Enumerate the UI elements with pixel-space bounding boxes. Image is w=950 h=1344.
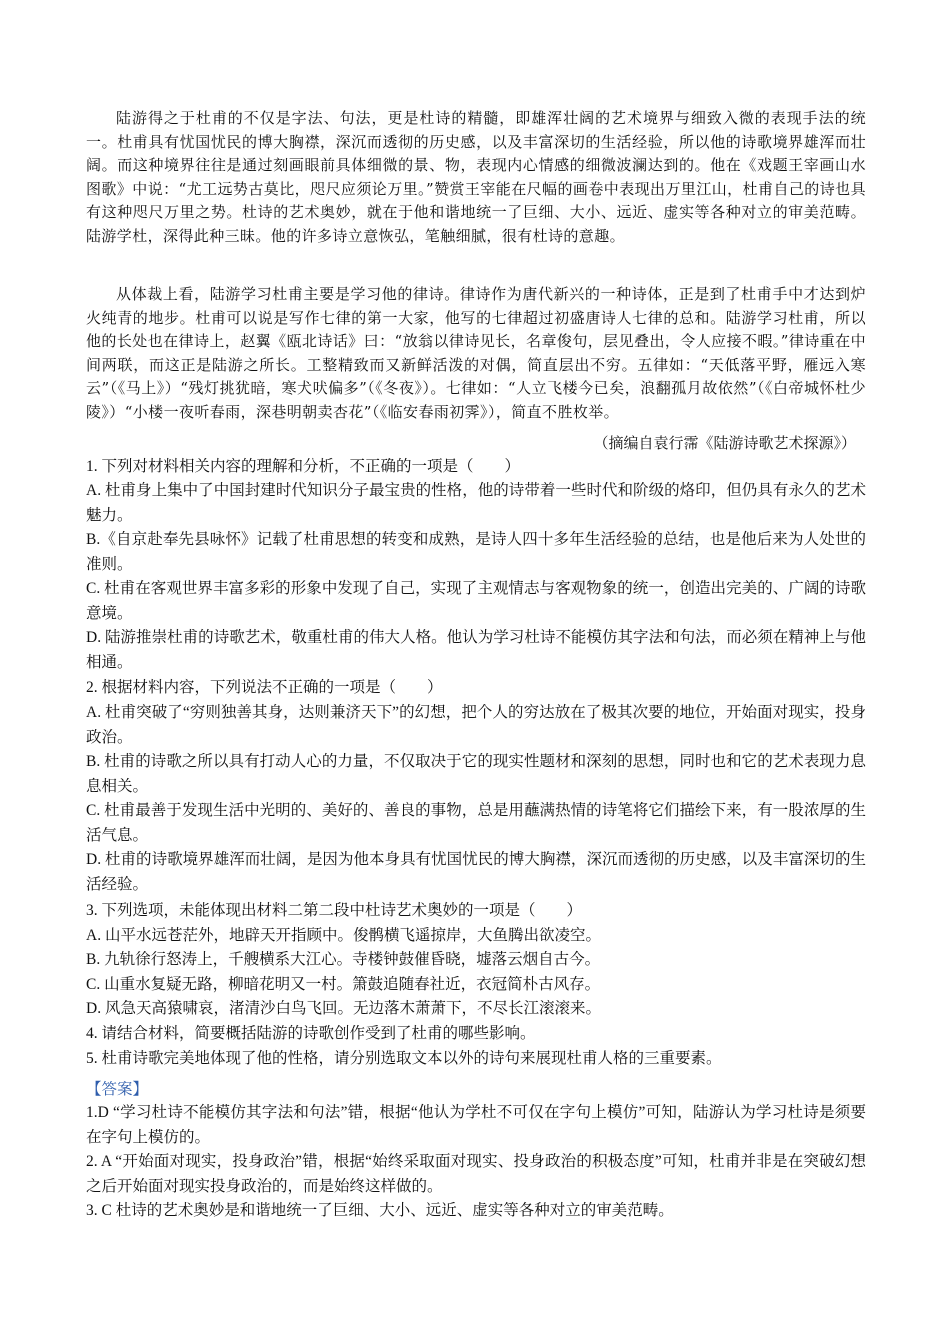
question-3-option-c: C. 山重水复疑无路，柳暗花明又一村。箫鼓追随春社近，衣冠简朴古风存。 (86, 976, 601, 993)
question-3-option-b: B. 九轨徐行怒涛上，千艘横系大江心。寺楼钟鼓催昏晓，墟落云烟自古今。 (86, 951, 601, 968)
question-3-option-a: A. 山平水远苍茫外，地辟天开指顾中。俊鹘横飞遥掠岸，大鱼腾出欲凌空。 (86, 927, 601, 944)
question-2-option-b: B. 杜甫的诗歌之所以具有打动人心的力量，不仅取决于它的现实性题材和深刻的思想，同时也和它的艺术表现力息息相关。 (86, 753, 866, 795)
question-1-option-b: B.《自京赴奉先县咏怀》记载了杜甫思想的转变和成熟，是诗人四十多年生活经验的总结，也是他后来为人处世的准则。 (86, 531, 866, 573)
question-1-option-d: D. 陆游推崇杜甫的诗歌艺术，敬重杜甫的伟大人格。他认为学习杜诗不能模仿其字法和句法，而必须在精神上与他相通。 (86, 629, 866, 671)
answer-2: 2. A “开始面对现实，投身政治”错，根据“始终采取面对现实、投身政治的积极态度”可知，杜甫并非是在突破幻想之后开始面对现实投身政治的，而是始终这样做的。 (86, 1153, 866, 1195)
answer-3: 3. C 杜诗的艺术奥妙是和谐地统一了巨细、大小、远近、虚实等各种对立的审美范畴。 (86, 1202, 674, 1219)
question-1-stem: 1. 下列对材料相关内容的理解和分析，不正确的一项是（ ） (86, 458, 521, 475)
question-2-option-d: D. 杜甫的诗歌境界雄浑而壮阔，是因为他本身具有忧国忧民的博大胸襟，深沉而透彻的历史感，以及丰富深切的生活经验。 (86, 851, 866, 893)
question-4: 4. 请结合材料，简要概括陆游的诗歌创作受到了杜甫的哪些影响。 (86, 1025, 536, 1042)
answer-heading: 【答案】 (86, 1081, 149, 1098)
passage-source: （摘编自袁行霈《陆游诗歌艺术探源》） (593, 434, 856, 452)
answer-1: 1.D “学习杜诗不能模仿其字法和句法”错，根据“他认为学杜不可仅在字句上模仿”可知，陆游认为学习杜诗是须要在字句上模仿的。 (86, 1104, 866, 1146)
passage-paragraph-1: 陆游得之于杜甫的不仅是字法、句法，更是杜诗的精髓，即雄浑壮阔的艺术境界与细致入微的表现手法的统一。杜甫具有忧国忧民的博大胸襟，深沉而透彻的历史感，以及丰富深切的生活经验，所以他的诗歌境界雄浑而壮阔。而这种境界往往是通过刻画眼前具体细微的景、物，表现内心情感的细微波澜达到的。他在《戏题王宰画山水图歌》中说：“尤工远势古莫比，咫尺应须论万里。”赞赏王宰能在尺幅的画卷中表现出万里江山，杜甫自己的诗也具有这种咫尺万里之势。杜诗的艺术奥妙，就在于他和谐地统一了巨细、大小、远近、虚实等各种对立的审美范畴。陆游学杜，深得此种三昧。他的许多诗立意恢弘，笔触细腻，很有杜诗的意趣。 (86, 109, 866, 245)
question-2-stem: 2. 根据材料内容，下列说法不正确的一项是（ ） (86, 679, 443, 696)
question-3-option-d: D. 风急天高猿啸哀，渚清沙白鸟飞回。无边落木萧萧下，不尽长江滚滚来。 (86, 1000, 601, 1017)
question-1-option-c: C. 杜甫在客观世界丰富多彩的形象中发现了自己，实现了主观情志与客观物象的统一，创造出完美的、广阔的诗歌意境。 (86, 580, 866, 622)
question-2-option-c: C. 杜甫最善于发现生活中光明的、美好的、善良的事物，总是用蘸满热情的诗笔将它们描绘下来，有一股浓厚的生活气息。 (86, 802, 866, 844)
question-2-option-a: A. 杜甫突破了“穷则独善其身，达则兼济天下”的幻想，把个人的穷达放在了极其次要的地位，开始面对现实，投身政治。 (86, 704, 866, 746)
question-3-stem: 3. 下列选项，未能体现出材料二第二段中杜诗艺术奥妙的一项是（ ） (86, 902, 583, 919)
question-5: 5. 杜甫诗歌完美地体现了他的性格，请分别选取文本以外的诗句来展现杜甫人格的三重要素。 (86, 1050, 722, 1067)
question-1-option-a: A. 杜甫身上集中了中国封建时代知识分子最宝贵的性格，他的诗带着一些时代和阶级的烙印，但仍具有永久的艺术魅力。 (86, 482, 866, 524)
passage-paragraph-2: 从体裁上看，陆游学习杜甫主要是学习他的律诗。律诗作为唐代新兴的一种诗体，正是到了杜甫手中才达到炉火纯青的地步。杜甫可以说是写作七律的第一大家，他写的七律超过初盛唐诗人七律的总和。陆游学习杜甫，所以他的长处也在律诗上，赵翼《瓯北诗话》曰：“放翁以律诗见长，名章俊句，层见叠出，令人应接不暇。”律诗重在中间两联，而这正是陆游之所长。工整精致而又新鲜活泼的对偶，简直层出不穷。五律如：“天低落平野，雁远入寒云”（《马上》）“残灯挑犹暗，寒犬吠偏多”（《冬夜》）。七律如：“人立飞楼今已矣，浪翻孤月故依然”（《白帝城怀杜少陵》）“小楼一夜听春雨，深巷明朝卖杏花”（《临安春雨初霁》），简直不胜枚举。 (86, 285, 866, 421)
